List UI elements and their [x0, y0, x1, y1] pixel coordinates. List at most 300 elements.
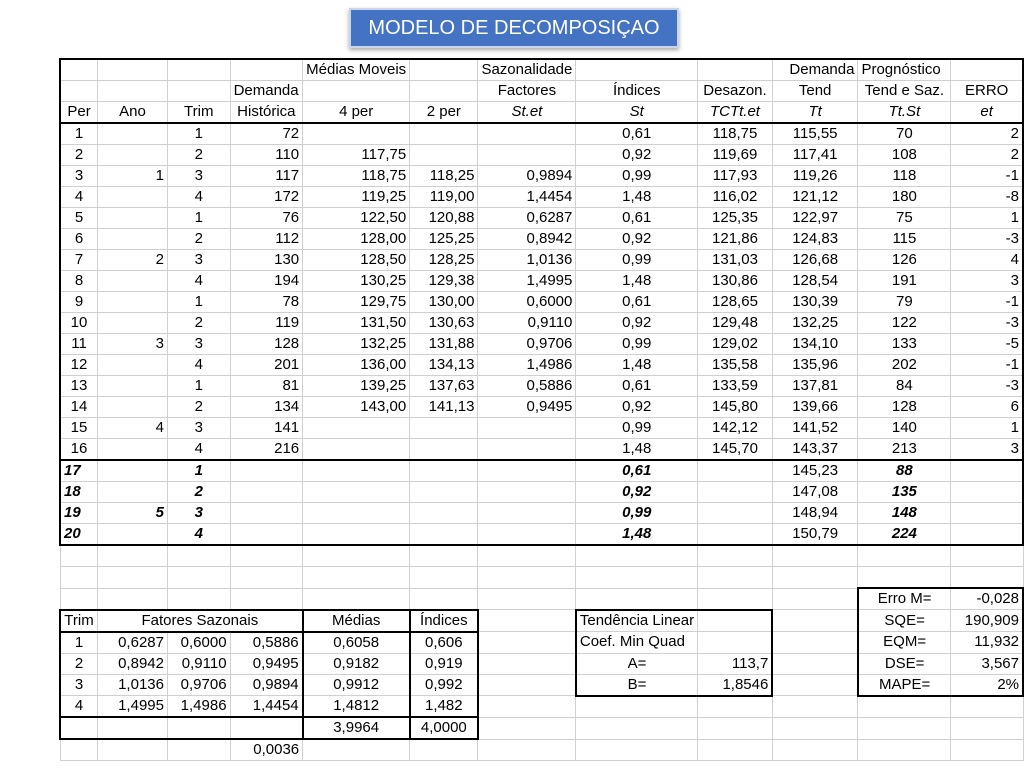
- cell-erro: -1: [951, 166, 1023, 187]
- cell-mm2: [410, 418, 478, 439]
- cell-desazon: 135,58: [698, 355, 773, 376]
- data-row: [60, 145, 1023, 166]
- cell-tend: 121,12: [772, 187, 858, 208]
- cell-tend: 141,52: [772, 418, 858, 439]
- data-row: [60, 418, 1023, 439]
- title-text: MODELO DE DECOMPOSIÇAO: [368, 16, 660, 39]
- fatores-trim: 4: [60, 696, 98, 718]
- header-indices: Índices: [576, 81, 698, 102]
- data-row: [60, 229, 1023, 250]
- cell-tend: 134,10: [772, 334, 858, 355]
- fatores-media: 1,4812: [303, 696, 410, 718]
- cell-fator: 0,9110: [478, 313, 576, 334]
- cell-ano: [98, 123, 168, 145]
- cell-per: 10: [60, 313, 98, 334]
- cell-tend: 124,83: [772, 229, 858, 250]
- cell-tend: 117,41: [772, 145, 858, 166]
- cell-tend: 137,81: [772, 376, 858, 397]
- cell-trim: 4: [167, 524, 230, 546]
- cell-tend-saz: 213: [858, 439, 951, 461]
- fatores-value: 1,4454: [230, 696, 303, 718]
- cell-fator: 0,5886: [478, 376, 576, 397]
- cell-tend: 139,66: [772, 397, 858, 418]
- cell-fator: [478, 418, 576, 439]
- cell-mm2: 134,13: [410, 355, 478, 376]
- fatores-media: 0,9912: [303, 674, 410, 696]
- erro-stat-label: MAPE=: [858, 674, 951, 696]
- data-row: [60, 166, 1023, 187]
- cell-demanda: 130: [230, 250, 303, 271]
- erro-stat-value: 11,932: [951, 632, 1023, 654]
- fatores-row: [60, 696, 1023, 718]
- fatores-media: 0,6058: [303, 632, 410, 654]
- coef-b-label: B=: [576, 674, 698, 696]
- cell-tend-saz: 75: [858, 208, 951, 229]
- cell-tend: 150,79: [772, 524, 858, 546]
- sqe-label: SQE=: [858, 610, 951, 632]
- cell-per: 8: [60, 271, 98, 292]
- cell-mm4: [303, 439, 410, 461]
- cell-erro: 6: [951, 397, 1023, 418]
- cell-tend-saz: 126: [858, 250, 951, 271]
- cell-mm4: 117,75: [303, 145, 410, 166]
- header-row-3: [60, 102, 1023, 124]
- data-row: [60, 271, 1023, 292]
- cell-ano: [98, 187, 168, 208]
- cell-tend-saz: 135: [858, 482, 951, 503]
- header-tend-e-saz: Tend e Saz.: [858, 81, 951, 102]
- cell-tend-saz: 148: [858, 503, 951, 524]
- cell-indice: 0,92: [576, 397, 698, 418]
- cell-tend: 126,68: [772, 250, 858, 271]
- cell-tend: 145,23: [772, 460, 858, 482]
- cell-fator: [478, 145, 576, 166]
- cell-tend-saz: 180: [858, 187, 951, 208]
- cell-trim: 1: [167, 208, 230, 229]
- cell-fator: 0,6287: [478, 208, 576, 229]
- cell-trim: 3: [167, 166, 230, 187]
- cell-ano: [98, 145, 168, 166]
- data-row: [60, 439, 1023, 461]
- cell-tend-saz: 79: [858, 292, 951, 313]
- fatores-trim-header: Trim: [60, 610, 98, 632]
- header-et: et: [951, 102, 1023, 124]
- cell-ano: 1: [98, 166, 168, 187]
- header-tend: Tend: [772, 81, 858, 102]
- data-row: [60, 123, 1023, 145]
- header-4per: 4 per: [303, 102, 410, 124]
- cell-trim: 2: [167, 313, 230, 334]
- cell-erro: -5: [951, 334, 1023, 355]
- cell-erro: 2: [951, 123, 1023, 145]
- cell-indice: 0,99: [576, 334, 698, 355]
- cell-per: 18: [60, 482, 98, 503]
- cell-per: 12: [60, 355, 98, 376]
- fatores-trim: 3: [60, 674, 98, 696]
- fatores-indice: 0,992: [410, 674, 478, 696]
- cell-desazon: 142,12: [698, 418, 773, 439]
- header-st-et: St.et: [478, 102, 576, 124]
- fatores-value: 0,9110: [167, 653, 230, 674]
- cell-mm2: 120,88: [410, 208, 478, 229]
- cell-demanda: 76: [230, 208, 303, 229]
- header-demanda: Demanda: [230, 81, 303, 102]
- cell-demanda: 117: [230, 166, 303, 187]
- cell-ano: 2: [98, 250, 168, 271]
- erro-stat-label: EQM=: [858, 632, 951, 654]
- cell-desazon: 118,75: [698, 123, 773, 145]
- cell-demanda: 194: [230, 271, 303, 292]
- cell-demanda: 78: [230, 292, 303, 313]
- coef-b-value: 1,8546: [698, 674, 773, 696]
- header-sazonalidade: Sazonalidade: [478, 59, 576, 81]
- data-row: [60, 208, 1023, 229]
- cell-indice: 1,48: [576, 355, 698, 376]
- fatores-indice: 0,919: [410, 653, 478, 674]
- cell-mm2: 130,63: [410, 313, 478, 334]
- cell-ano: [98, 355, 168, 376]
- coef-a-value: 113,7: [698, 653, 773, 674]
- cell-indice: 1,48: [576, 187, 698, 208]
- header-tt-st: Tt.St: [858, 102, 951, 124]
- cell-erro: 3: [951, 271, 1023, 292]
- cell-mm4: 128,50: [303, 250, 410, 271]
- cell-tend-saz: 70: [858, 123, 951, 145]
- cell-trim: 3: [167, 250, 230, 271]
- cell-mm4: [303, 123, 410, 145]
- cell-per: 11: [60, 334, 98, 355]
- cell-tend-saz: 191: [858, 271, 951, 292]
- cell-trim: 1: [167, 376, 230, 397]
- cell-desazon: 130,86: [698, 271, 773, 292]
- erro-m-label: Erro M=: [858, 588, 951, 610]
- data-row: [60, 250, 1023, 271]
- cell-demanda: 81: [230, 376, 303, 397]
- cell-desazon: 119,69: [698, 145, 773, 166]
- fatores-value: 1,0136: [98, 674, 168, 696]
- cell-erro: -3: [951, 229, 1023, 250]
- data-row: [60, 292, 1023, 313]
- cell-erro: 1: [951, 208, 1023, 229]
- cell-mm2: 131,88: [410, 334, 478, 355]
- header-demanda-top: Demanda: [772, 59, 858, 81]
- cell-per: 16: [60, 439, 98, 461]
- cell-mm4: 139,25: [303, 376, 410, 397]
- empty-row: [60, 545, 1023, 567]
- data-row: [60, 334, 1023, 355]
- cell-ano: [98, 439, 168, 461]
- data-row: [60, 313, 1023, 334]
- cell-desazon: 116,02: [698, 187, 773, 208]
- cell-tend: 115,55: [772, 123, 858, 145]
- cell-desazon: 129,48: [698, 313, 773, 334]
- cell-demanda: 72: [230, 123, 303, 145]
- cell-erro: 3: [951, 439, 1023, 461]
- fatores-header-row: [60, 610, 1023, 632]
- cell-desazon: 145,80: [698, 397, 773, 418]
- cell-mm4: [303, 418, 410, 439]
- cell-mm4: 118,75: [303, 166, 410, 187]
- cell-mm4: 131,50: [303, 313, 410, 334]
- cell-trim: 1: [167, 460, 230, 482]
- cell-demanda: 134: [230, 397, 303, 418]
- cell-erro: -3: [951, 376, 1023, 397]
- header-row-1: [60, 59, 1023, 81]
- cell-tend: 130,39: [772, 292, 858, 313]
- cell-indice: 0,92: [576, 145, 698, 166]
- cell-mm2: 125,25: [410, 229, 478, 250]
- header-historica: Histórica: [230, 102, 303, 124]
- cell-tend-saz: 115: [858, 229, 951, 250]
- cell-fator: 1,0136: [478, 250, 576, 271]
- decomposition-table: [59, 58, 1024, 761]
- cell-per: 13: [60, 376, 98, 397]
- cell-ano: 4: [98, 418, 168, 439]
- header-tctt-et: TCTt.et: [698, 102, 773, 124]
- cell-tend: 128,54: [772, 271, 858, 292]
- cell-tend-saz: 84: [858, 376, 951, 397]
- cell-tend: 143,37: [772, 439, 858, 461]
- header-medias-moveis: Médias Moveis: [303, 59, 410, 81]
- diff-value: 0,0036: [230, 739, 303, 761]
- cell-indice: 0,61: [576, 123, 698, 145]
- fatores-row: [60, 674, 1023, 696]
- cell-indice: 0,99: [576, 166, 698, 187]
- table-body: [60, 59, 1023, 761]
- cell-trim: 3: [167, 334, 230, 355]
- forecast-row: [60, 460, 1023, 482]
- cell-demanda: 112: [230, 229, 303, 250]
- header-prognostico: Prognóstico: [858, 59, 951, 81]
- cell-trim: 2: [167, 229, 230, 250]
- cell-tend-saz: 88: [858, 460, 951, 482]
- cell-per: 17: [60, 460, 98, 482]
- fatores-value: 0,8942: [98, 653, 168, 674]
- cell-erro: 1: [951, 418, 1023, 439]
- fatores-medias-header: Médias: [303, 610, 410, 632]
- cell-tend: 119,26: [772, 166, 858, 187]
- tendencia-title: Tendência Linear: [576, 610, 698, 632]
- erro-m-value: -0,028: [951, 588, 1023, 610]
- cell-per: 14: [60, 397, 98, 418]
- cell-fator: 1,4995: [478, 271, 576, 292]
- cell-indice: 0,99: [576, 418, 698, 439]
- cell-indice: 1,48: [576, 439, 698, 461]
- cell-fator: [478, 123, 576, 145]
- cell-trim: 4: [167, 187, 230, 208]
- cell-erro: -3: [951, 313, 1023, 334]
- cell-erro: 4: [951, 250, 1023, 271]
- cell-tend: 147,08: [772, 482, 858, 503]
- cell-tend: 135,96: [772, 355, 858, 376]
- spreadsheet: [59, 58, 1024, 761]
- fatores-trim: 2: [60, 653, 98, 674]
- cell-per: 15: [60, 418, 98, 439]
- data-row: [60, 376, 1023, 397]
- diff-row: [60, 739, 1023, 761]
- cell-fator: 1,4454: [478, 187, 576, 208]
- cell-mm4: 122,50: [303, 208, 410, 229]
- cell-fator: 0,6000: [478, 292, 576, 313]
- cell-indice: 0,61: [576, 376, 698, 397]
- cell-demanda: 201: [230, 355, 303, 376]
- fatores-value: 0,9706: [167, 674, 230, 696]
- cell-indice: 1,48: [576, 271, 698, 292]
- cell-indice: 0,92: [576, 313, 698, 334]
- cell-desazon: 121,86: [698, 229, 773, 250]
- fatores-value: 0,9894: [230, 674, 303, 696]
- cell-trim: 3: [167, 503, 230, 524]
- cell-tend-saz: 108: [858, 145, 951, 166]
- cell-trim: 3: [167, 418, 230, 439]
- fatores-value: 0,9495: [230, 653, 303, 674]
- header-desazon: Desazon.: [698, 81, 773, 102]
- cell-tend-saz: 128: [858, 397, 951, 418]
- cell-tend-saz: 122: [858, 313, 951, 334]
- cell-ano: [98, 292, 168, 313]
- cell-indice: 0,99: [576, 250, 698, 271]
- cell-ano: [98, 271, 168, 292]
- fatores-sum-row: [60, 717, 1023, 739]
- header-per: Per: [60, 102, 98, 124]
- forecast-row: [60, 524, 1023, 546]
- cell-per: 2: [60, 145, 98, 166]
- fatores-value: 1,4986: [167, 696, 230, 718]
- cell-trim: 2: [167, 397, 230, 418]
- cell-indice: 0,99: [576, 503, 698, 524]
- cell-demanda: 172: [230, 187, 303, 208]
- cell-mm2: [410, 123, 478, 145]
- cell-indice: 0,92: [576, 229, 698, 250]
- cell-desazon: 131,03: [698, 250, 773, 271]
- fatores-indice: 1,482: [410, 696, 478, 718]
- header-factores: Factores: [478, 81, 576, 102]
- cell-ano: [98, 229, 168, 250]
- fatores-indices-header: Índices: [410, 610, 478, 632]
- fatores-media: 0,9182: [303, 653, 410, 674]
- cell-fator: [478, 439, 576, 461]
- cell-mm4: 136,00: [303, 355, 410, 376]
- sum-indices: 4,0000: [410, 717, 478, 739]
- cell-tend-saz: 224: [858, 524, 951, 546]
- cell-desazon: 128,65: [698, 292, 773, 313]
- erro-stat-value: 2%: [951, 674, 1023, 696]
- data-row: [60, 355, 1023, 376]
- cell-tend: 148,94: [772, 503, 858, 524]
- fatores-title: Fatores Sazonais: [98, 610, 303, 632]
- cell-mm4: 128,00: [303, 229, 410, 250]
- cell-indice: 1,48: [576, 524, 698, 546]
- cell-erro: -8: [951, 187, 1023, 208]
- cell-demanda: 216: [230, 439, 303, 461]
- cell-demanda: 141: [230, 418, 303, 439]
- cell-ano: [98, 208, 168, 229]
- cell-demanda: 128: [230, 334, 303, 355]
- erro-stat-label: DSE=: [858, 653, 951, 674]
- cell-demanda: 110: [230, 145, 303, 166]
- cell-per: 9: [60, 292, 98, 313]
- cell-fator: 0,9894: [478, 166, 576, 187]
- cell-indice: 0,61: [576, 292, 698, 313]
- coef-a-label: A=: [576, 653, 698, 674]
- cell-per: 5: [60, 208, 98, 229]
- cell-tend: 132,25: [772, 313, 858, 334]
- cell-ano: [98, 524, 168, 546]
- cell-tend-saz: 118: [858, 166, 951, 187]
- cell-erro: -1: [951, 292, 1023, 313]
- forecast-row: [60, 503, 1023, 524]
- cell-tend: 122,97: [772, 208, 858, 229]
- fatores-value: 1,4995: [98, 696, 168, 718]
- cell-per: 6: [60, 229, 98, 250]
- header-ano: Ano: [98, 102, 168, 124]
- cell-per: 4: [60, 187, 98, 208]
- fatores-value: 0,6000: [167, 632, 230, 654]
- cell-mm4: 130,25: [303, 271, 410, 292]
- cell-ano: 3: [98, 334, 168, 355]
- cell-erro: 2: [951, 145, 1023, 166]
- cell-tend-saz: 133: [858, 334, 951, 355]
- cell-mm2: 119,00: [410, 187, 478, 208]
- fatores-row: [60, 653, 1023, 674]
- cell-indice: 0,61: [576, 460, 698, 482]
- cell-mm4: 143,00: [303, 397, 410, 418]
- cell-per: 20: [60, 524, 98, 546]
- cell-ano: [98, 313, 168, 334]
- cell-desazon: 145,70: [698, 439, 773, 461]
- cell-ano: [98, 482, 168, 503]
- header-row-2: [60, 81, 1023, 102]
- cell-fator: 1,4986: [478, 355, 576, 376]
- empty-row: [60, 567, 1023, 589]
- cell-mm2: [410, 439, 478, 461]
- fatores-trim: 1: [60, 632, 98, 654]
- cell-mm2: 137,63: [410, 376, 478, 397]
- cell-desazon: 133,59: [698, 376, 773, 397]
- fatores-indice: 0,606: [410, 632, 478, 654]
- cell-trim: 2: [167, 145, 230, 166]
- cell-indice: 0,61: [576, 208, 698, 229]
- cell-fator: 0,8942: [478, 229, 576, 250]
- cell-demanda: 119: [230, 313, 303, 334]
- cell-ano: [98, 376, 168, 397]
- forecast-row: [60, 482, 1023, 503]
- cell-erro: -1: [951, 355, 1023, 376]
- header-tt: Tt: [772, 102, 858, 124]
- header-2per: 2 per: [410, 102, 478, 124]
- cell-mm4: 132,25: [303, 334, 410, 355]
- fatores-row: [60, 632, 1023, 654]
- sum-medias: 3,9964: [303, 717, 410, 739]
- fatores-value: 0,5886: [230, 632, 303, 654]
- cell-mm2: 129,38: [410, 271, 478, 292]
- cell-mm4: 119,25: [303, 187, 410, 208]
- cell-ano: 5: [98, 503, 168, 524]
- erro-stat-value: 3,567: [951, 653, 1023, 674]
- cell-per: 3: [60, 166, 98, 187]
- erro-m-row: [60, 588, 1023, 610]
- cell-ano: [98, 397, 168, 418]
- cell-per: 7: [60, 250, 98, 271]
- data-row: [60, 187, 1023, 208]
- cell-desazon: 117,93: [698, 166, 773, 187]
- cell-per: 19: [60, 503, 98, 524]
- cell-trim: 1: [167, 123, 230, 145]
- cell-trim: 4: [167, 271, 230, 292]
- header-erro: ERRO: [951, 81, 1023, 102]
- page-title: [349, 8, 679, 48]
- cell-mm4: 129,75: [303, 292, 410, 313]
